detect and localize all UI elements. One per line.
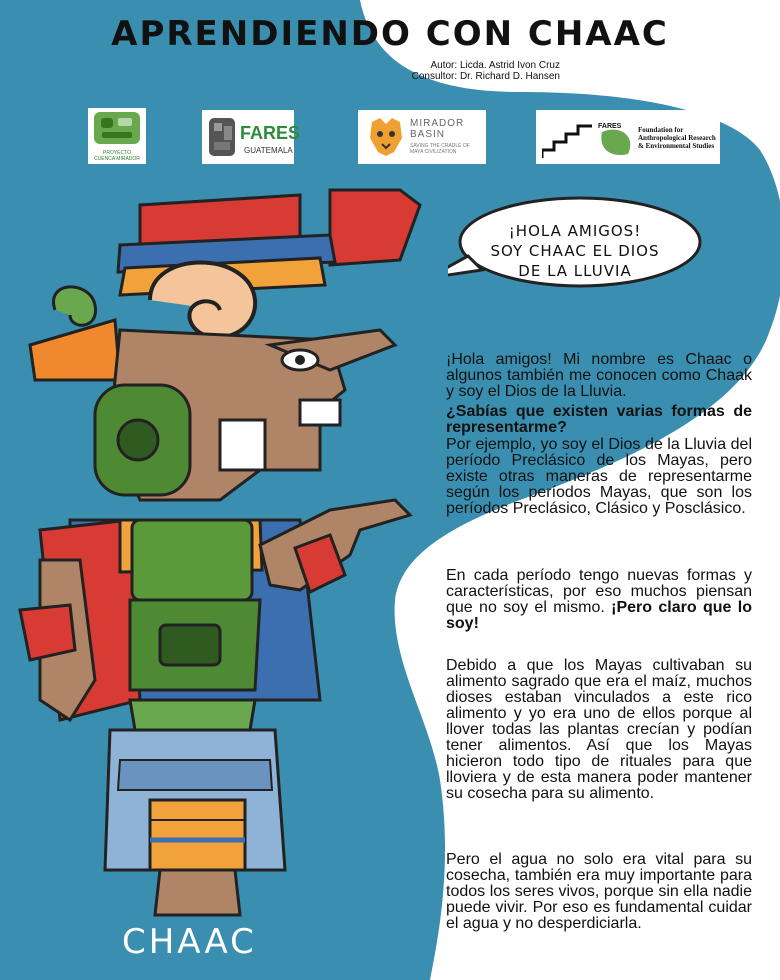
paragraph-2-emphasis: ¡Pero claro que lo soy! [446, 599, 753, 632]
chaac-tooth [220, 420, 265, 470]
bubble-line-1: ¡HOLA AMIGOS! [508, 222, 642, 240]
page-title: APRENDIENDO CON CHAAC [111, 14, 669, 54]
figure-label: CHAAC [122, 922, 257, 962]
paragraph-2 [446, 568, 752, 632]
paragraph-4: Pero el agua no solo era vital para su cosecha, también era muy importante para todos los seres vivos, porque sin ella nadie puede vivir. Por eso es fundamental cuidar el agua y no desperdiciarla. [446, 851, 752, 932]
chaac-skirt-stripes [150, 800, 245, 870]
logo-proyecto-cuenca-mirador [88, 108, 146, 164]
author-line: Autor: Licda. Astrid Ivon Cruz [430, 60, 560, 71]
cuenca-line1: PROYECTO [103, 150, 131, 156]
jaguar-head-icon [366, 116, 406, 158]
credits [300, 60, 560, 82]
mirador-tagline: SAVING THE CRADLE OF MAYA CIVILIZATION [410, 143, 470, 155]
bubble-line-3: DE LA LLUVIA [518, 262, 632, 280]
question-heading: ¿Sabías que existen varias formas de representarme? [446, 403, 752, 436]
foundation-name: Foundation for Anthropological Research & Environmental Studies [638, 126, 716, 150]
headdress-spiral [150, 263, 255, 338]
consultant-line: Consultor: Dr. Richard D. Hansen [411, 71, 560, 82]
chaac-chest-pendant [132, 520, 252, 600]
paragraph-2-text: En cada período tengo nuevas formas y características, por eso muchos piensan que no soy el mismo. [446, 567, 752, 616]
paragraph-3: Debido a que los Mayas cultivaban su alimento sagrado que era el maíz, muchos dioses estaban vinculados a este rico alimento y yo era uno de ellos porque al llover todas las plantas crecían y podían tener alimentos. Así que los Mayas hicieron todo tipo de rituales para que lloviera y de esta manera poder mantener su cosecha para su alimento. [446, 657, 752, 802]
headdress-green-curl [54, 287, 96, 325]
logo-mirador-basin [358, 110, 486, 164]
fares-name: FARES [240, 123, 301, 143]
bubble-line-2: SOY CHAAC EL DIOS [490, 242, 660, 260]
headdress-left-feathers [30, 320, 120, 380]
cuenca-mirador-emblem-icon [88, 108, 146, 148]
foundation-steps-leaf-icon [542, 122, 638, 160]
logo-fares-guatemala [202, 110, 301, 164]
headdress-red-plume [330, 190, 420, 265]
fares-sub: GUATEMALA [244, 146, 293, 155]
chaac-legs [155, 870, 240, 915]
chaac-beads [130, 700, 255, 730]
chaac-fang [300, 400, 340, 425]
fares-glyph-icon [206, 114, 240, 160]
logo-fares-foundation [536, 110, 720, 164]
foundation-badge: FARES [598, 123, 622, 130]
mirador-name: MIRADOR BASIN [410, 118, 465, 140]
cuenca-line2: CUENCA MIRADOR [94, 156, 140, 162]
chaac-left-wristband [20, 605, 75, 660]
intro-paragraph: ¡Hola amigos! Mi nombre es Chaac o algunos también me conocen como Chaak y soy el Dios de la Lluvia. [446, 351, 752, 400]
paragraph-1: Por ejemplo, yo soy el Dios de la Lluvia del período Preclásico de los Mayas, pero existe otras maneras de representarme según los períodos Mayas, que son los períodos Preclásico, Clásico y Posclásico. [446, 436, 752, 517]
